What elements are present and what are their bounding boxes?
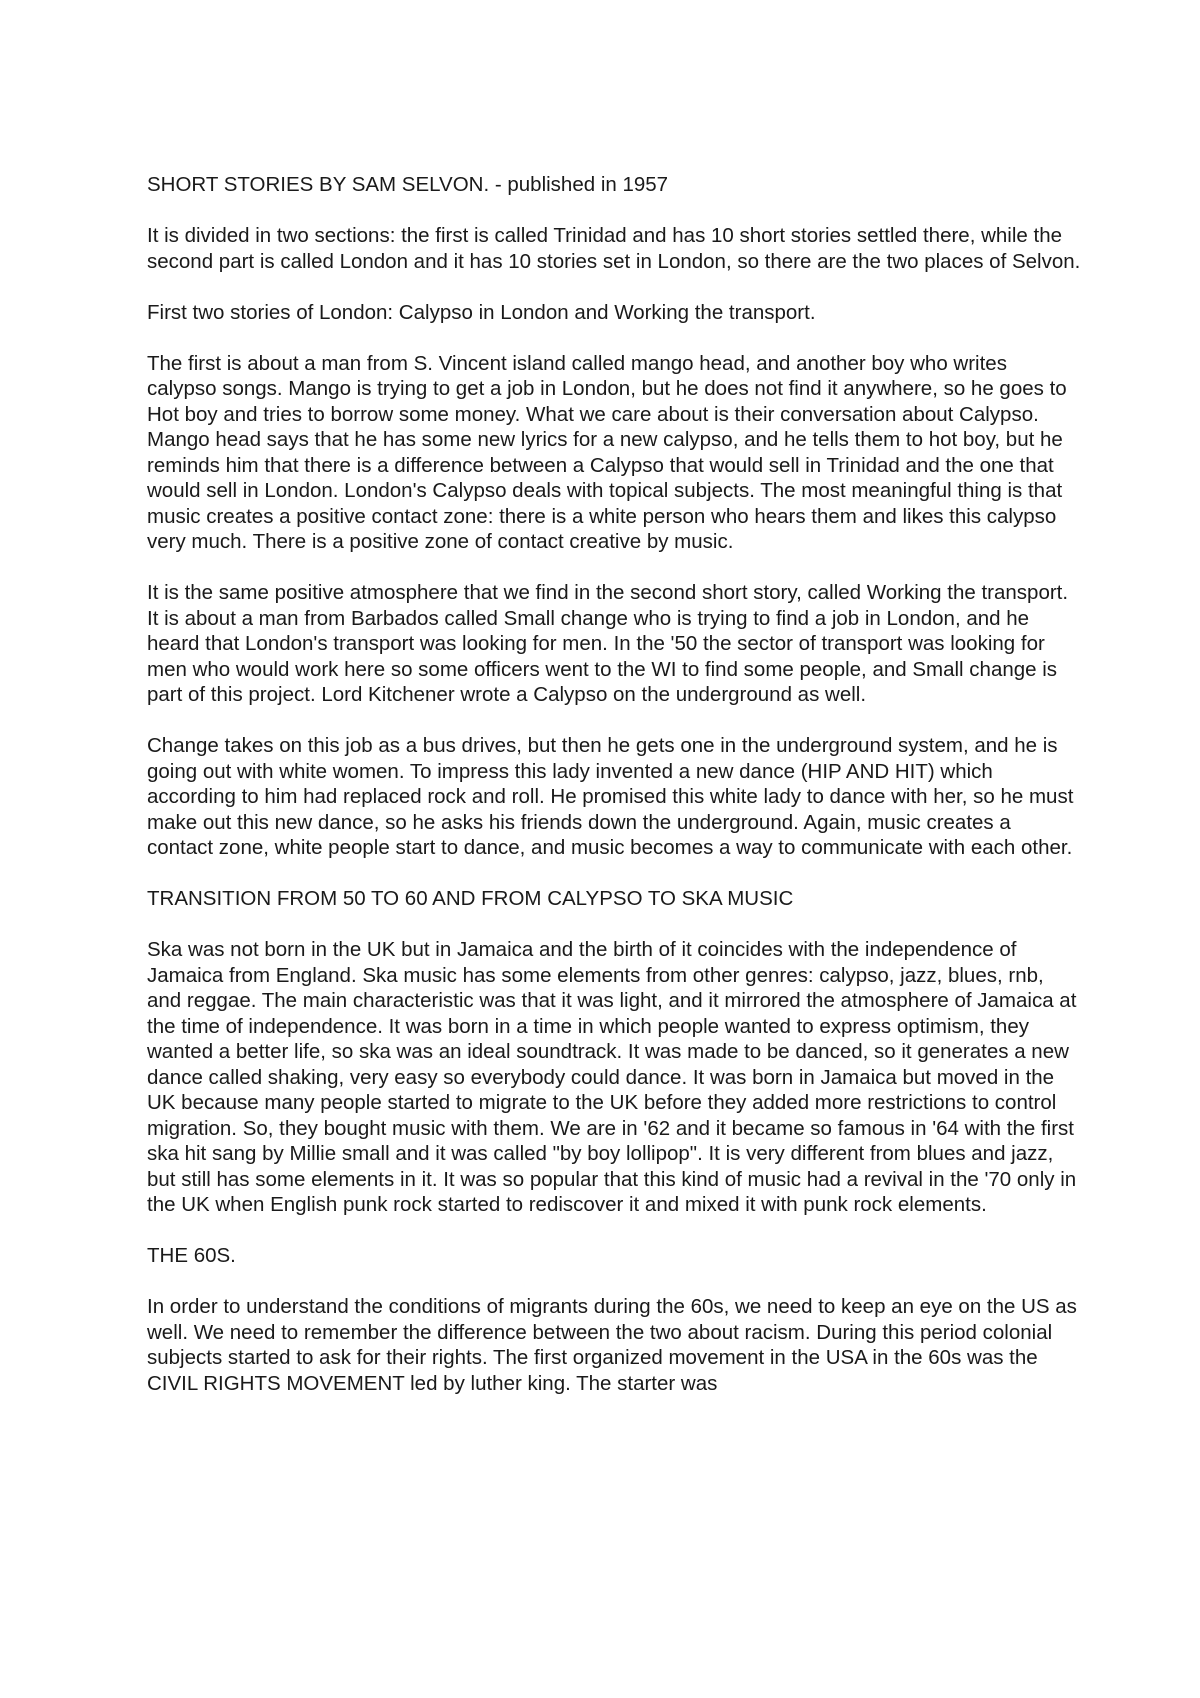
paragraph-ska-music: Ska was not born in the UK but in Jamaica and the birth of it coincides with the independence of Jamaica from England. Ska music has some elements from other genres: calypso, jazz, blues, rnb, and reggae. The main characteristic was that it was light, and it mirrored the atmosphere of Jamaica at the time of independence. It was born in a time in which people wanted to express optimism, they wanted a better life, so ska was an ideal soundtrack. It was made to be danced, so it generates a new dance called shaking, very easy so everybody could dance. It was born in Jamaica but moved in the UK because many people started to migrate to the UK before they added more restrictions to control migration. So, they bought music with them. We are in '62 and it became so famous in '64 with the first ska hit sang by Millie small and it was called "by boy lollipop". It is very different from blues and jazz, but still has some elements in it. It was so popular that this kind of music had a revival in the '70 only in the UK when English punk rock started to rediscover it and mixed it with punk rock elements. xyxy=(147,938,1077,1216)
paragraph-working-the-transport: It is the same positive atmosphere that we find in the second short story, called Working the transport. It is about a man from Barbados called Small change who is trying to find a job in London, and he heard that London's transport was looking for men. In the '50 the sector of transport was looking for men who would work here so some officers went to the WI to find some people, and Small change is part of this project. Lord Kitchener wrote a Calypso on the underground as well. xyxy=(147,581,1069,706)
paragraph-calypso-in-london: The first is about a man from S. Vincent island called mango head, and another boy who writes calypso songs. Mango is trying to get a job in London, but he does not find it anywhere, so he goes to Hot boy and tries to borrow some money. What we care about is their conversation about Calypso. Mango head says that he has some new lyrics for a new calypso, and he tells them to hot boy, but he reminds him that there is a difference between a Calypso that would sell in Trinidad and the one that would sell in London. London's Calypso deals with topical subjects. The most meaningful thing is that music creates a positive contact zone: there is a white person who hears them and likes this calypso very much. There is a positive zone of contact creative by music. xyxy=(147,351,1067,553)
paragraph-first-two-stories: First two stories of London: Calypso in London and Working the transport. xyxy=(147,300,816,324)
section-heading-transition: TRANSITION FROM 50 TO 60 AND FROM CALYPSO TO SKA MUSIC xyxy=(147,887,794,910)
section-heading-60s: THE 60S. xyxy=(147,1244,236,1267)
paragraph-60s-migrants: In order to understand the conditions of migrants during the 60s, we need to keep an eye on the US as well. We need to remember the difference between the two about racism. During this period colonial subjects started to ask for their rights. The first organized movement in the USA in the 60s was the CIVIL RIGHTS MOVEMENT led by luther king. The starter was xyxy=(147,1295,1077,1395)
paragraph-sections: It is divided in two sections: the first is called Trinidad and has 10 short stories settled there, while the second part is called London and it has 10 stories set in London, so there are the two places of Selvon. xyxy=(147,224,1081,273)
document-heading-short-stories: SHORT STORIES BY SAM SELVON. - published in 1957 xyxy=(147,173,669,196)
paragraph-change-new-dance: Change takes on this job as a bus drives, but then he gets one in the underground system, and he is going out with white women. To impress this lady invented a new dance (HIP AND HIT) which according to him had replaced rock and roll. He promised this white lady to dance with her, so he must make out this new dance, so he asks his friends down the underground. Again, music creates a contact zone, white people start to dance, and music becomes a way to communicate with each other. xyxy=(147,734,1074,859)
document-body xyxy=(147,172,1082,1396)
